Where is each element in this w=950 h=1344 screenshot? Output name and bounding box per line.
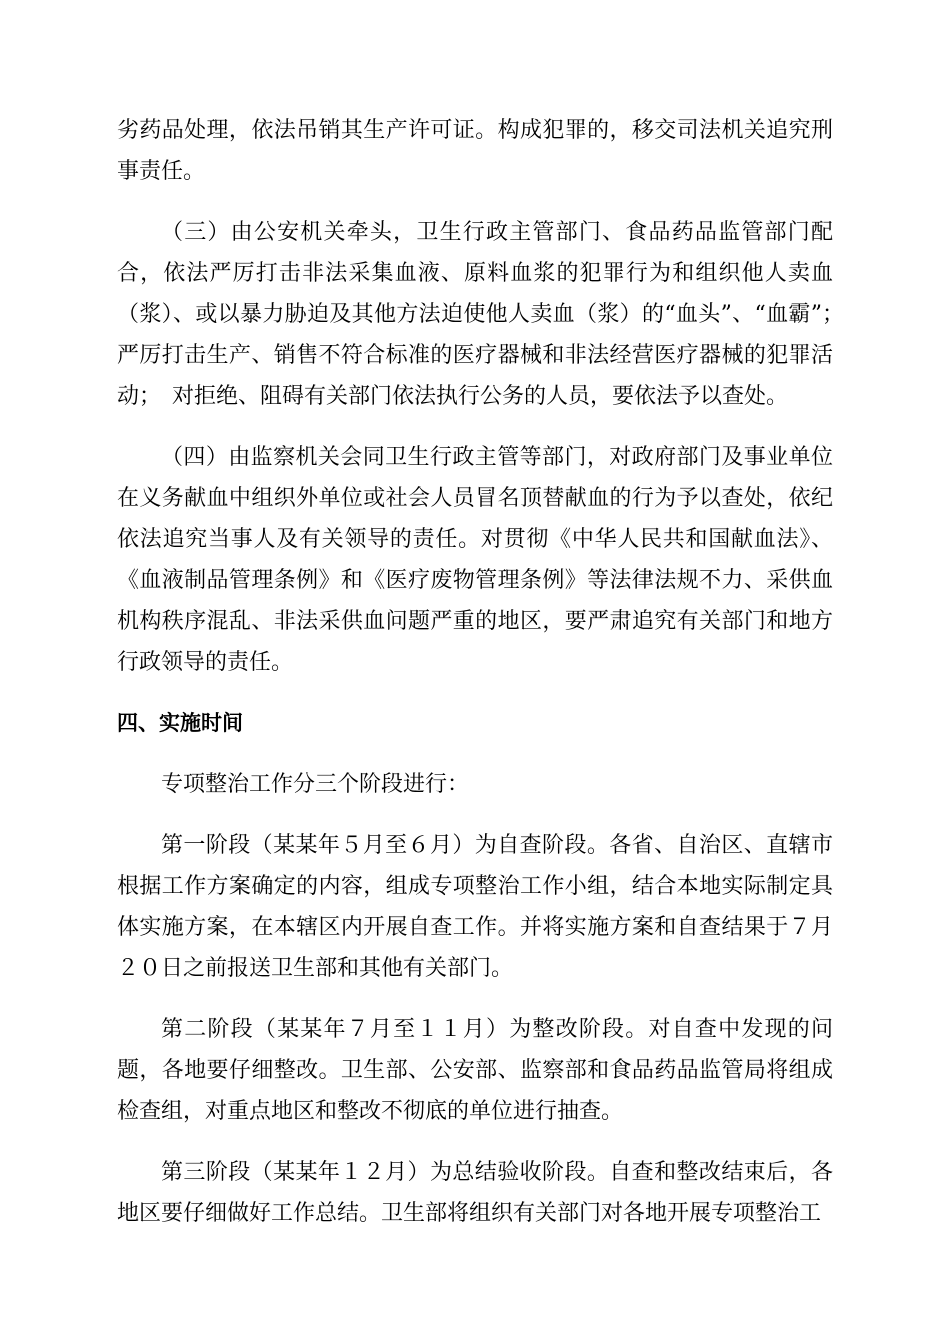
paragraph-stage-3: 第三阶段（某某年１２月）为总结验收阶段。自查和整改结束后，各地区要仔细做好工作总结。卫生部将组织有关部门对各地开展专项整治工 bbox=[117, 1160, 833, 1226]
document-body bbox=[117, 110, 856, 1254]
paragraph-item-3: （三）由公安机关牵头，卫生行政主管部门、食品药品监管部门配合，依法严厉打击非法采集血液、原料血浆的犯罪行为和组织他人卖血（浆）、或以暴力胁迫及其他方法迫使他人卖血（浆）的“血头”、“血霸”； 严厉打击生产、销售不符合标准的医疗器械和非法经营医疗器械的犯罪活动； 对拒绝、阻碍有关部门依法执行公务的人员，要依法予以查处。 bbox=[117, 220, 856, 409]
paragraph-stages-intro: 专项整治工作分三个阶段进行： bbox=[161, 772, 470, 797]
paragraph-stage-1: 第一阶段（某某年５月至６月）为自查阶段。各省、自治区、直辖市根据工作方案确定的内容，组成专项整治工作小组，结合本地实际制定具体实施方案，在本辖区内开展自查工作。并将实施方案和自查结果于７月２０日之前报送卫生部和其他有关部门。 bbox=[117, 833, 833, 981]
paragraph-item-4: （四）由监察机关会同卫生行政主管等部门，对政府部门及事业单位在义务献血中组织外单位或社会人员冒名顶替献血的行为予以查处，依纪依法追究当事人及有关领导的责任。对贯彻《中华人民共和国献血法》、《血液制品管理条例》和《医疗废物管理条例》等法律法规不力、采供血机构秩序混乱、非法采供血问题严重的地区，要严肃追究有关部门和地方行政领导的责任。 bbox=[117, 445, 833, 675]
section-heading-implementation-time: 四、实施时间 bbox=[117, 711, 243, 735]
paragraph-continuation: 劣药品处理，依法吊销其生产许可证。构成犯罪的，移交司法机关追究刑事责任。 bbox=[117, 118, 833, 184]
paragraph-stage-2: 第二阶段（某某年７月至１１月）为整改阶段。对自查中发现的问题，各地要仔细整改。卫生部、公安部、监察部和食品药品监管局将组成检查组，对重点地区和整改不彻底的单位进行抽查。 bbox=[117, 1017, 833, 1124]
